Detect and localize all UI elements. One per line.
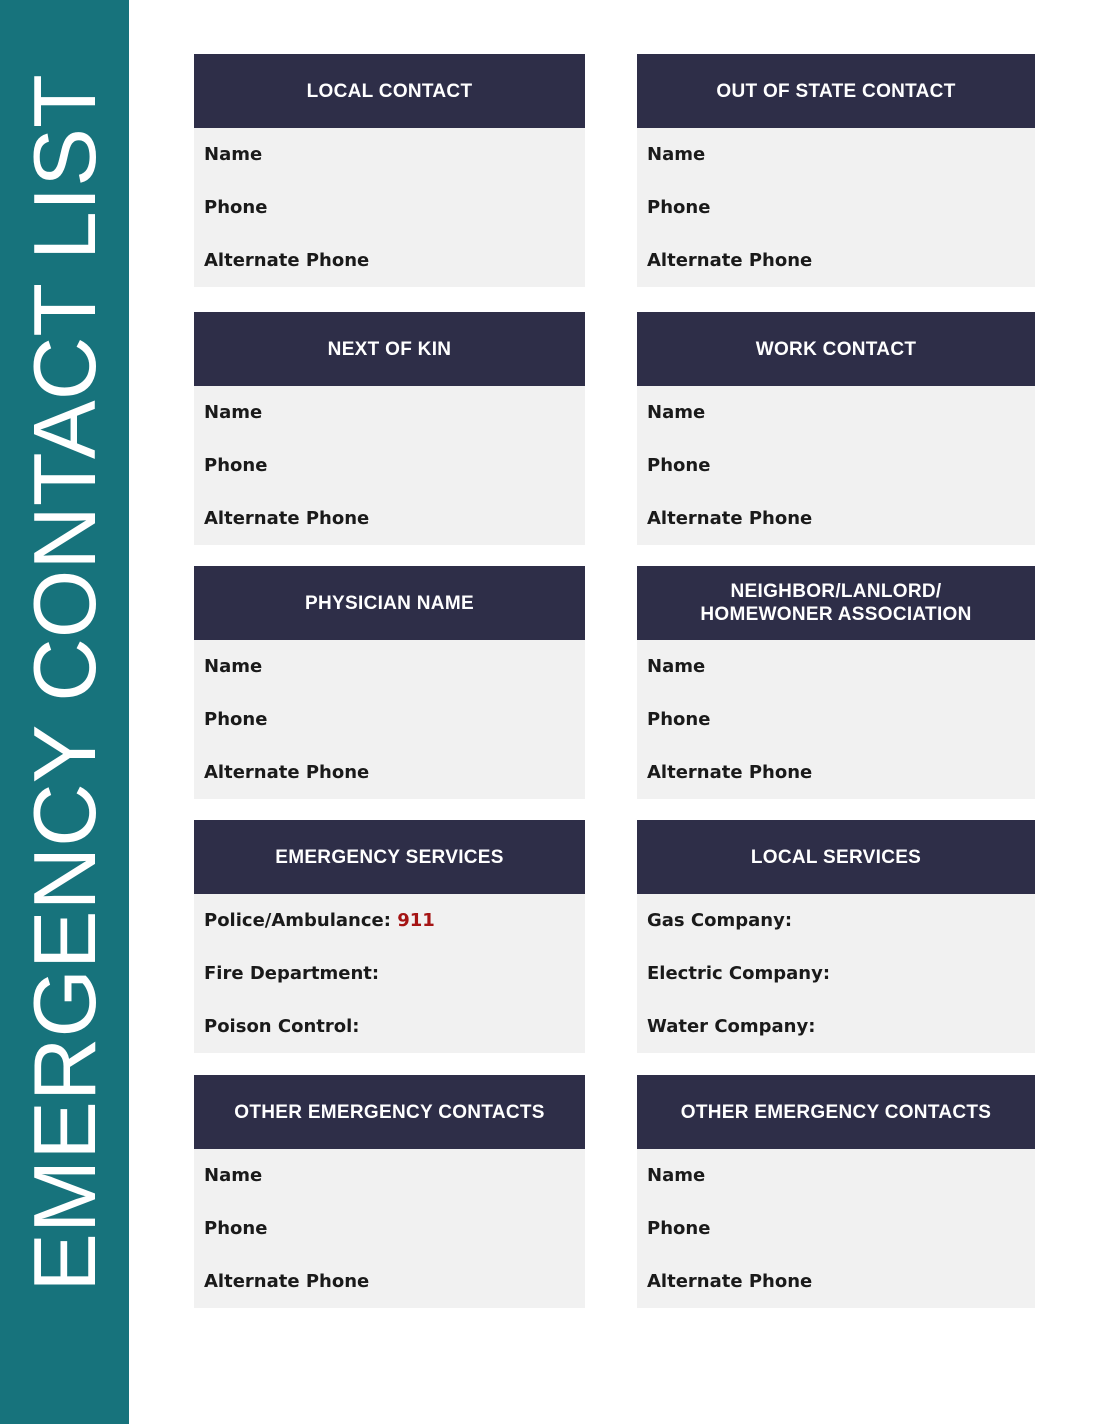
- poison-control-field[interactable]: Poison Control:: [204, 1016, 360, 1037]
- name-field[interactable]: Name: [647, 402, 706, 423]
- emergency-services-card: [194, 820, 585, 1053]
- alternate-phone-field[interactable]: Alternate Phone: [204, 250, 370, 271]
- card-header: OTHER EMERGENCY CONTACTS: [194, 1075, 585, 1149]
- card-header: NEXT OF KIN: [194, 312, 585, 386]
- other-emergency-contacts-card: [637, 1075, 1035, 1308]
- next-of-kin-card: [194, 312, 585, 545]
- card-header: [637, 566, 1035, 640]
- phone-field[interactable]: Phone: [204, 197, 268, 218]
- police-ambulance-number: 911: [397, 910, 435, 931]
- fire-department-field[interactable]: Fire Department:: [204, 963, 380, 984]
- name-field[interactable]: Name: [647, 1165, 706, 1186]
- card-header-line: HOMEWONER ASSOCIATION: [700, 604, 972, 625]
- card-header: LOCAL SERVICES: [637, 820, 1035, 894]
- card-header: WORK CONTACT: [637, 312, 1035, 386]
- alternate-phone-field[interactable]: Alternate Phone: [647, 508, 813, 529]
- page-title: EMERGENCY CONTACT LIST: [15, 74, 114, 1292]
- alternate-phone-field[interactable]: Alternate Phone: [204, 1271, 370, 1292]
- work-contact-card: [637, 312, 1035, 545]
- name-field[interactable]: Name: [647, 656, 706, 677]
- alternate-phone-field[interactable]: Alternate Phone: [647, 250, 813, 271]
- sidebar: [0, 0, 129, 1424]
- phone-field[interactable]: Phone: [647, 1218, 711, 1239]
- physician-card: [194, 566, 585, 799]
- card-header: PHYSICIAN NAME: [194, 566, 585, 640]
- neighbor-card: [637, 566, 1035, 799]
- alternate-phone-field[interactable]: Alternate Phone: [647, 762, 813, 783]
- out-of-state-contact-card: [637, 54, 1035, 287]
- card-header: EMERGENCY SERVICES: [194, 820, 585, 894]
- name-field[interactable]: Name: [647, 144, 706, 165]
- gas-company-field[interactable]: Gas Company:: [647, 910, 793, 931]
- alternate-phone-field[interactable]: Alternate Phone: [647, 1271, 813, 1292]
- local-contact-card: [194, 54, 585, 287]
- alternate-phone-field[interactable]: Alternate Phone: [204, 508, 370, 529]
- phone-field[interactable]: Phone: [647, 197, 711, 218]
- phone-field[interactable]: Phone: [647, 709, 711, 730]
- police-ambulance-field[interactable]: [194, 907, 585, 960]
- card-header: LOCAL CONTACT: [194, 54, 585, 128]
- card-header-line: NEIGHBOR/LANLORD/: [730, 581, 942, 602]
- card-header: OUT OF STATE CONTACT: [637, 54, 1035, 128]
- name-field[interactable]: Name: [204, 1165, 263, 1186]
- electric-company-field[interactable]: Electric Company:: [647, 963, 831, 984]
- card-header: OTHER EMERGENCY CONTACTS: [637, 1075, 1035, 1149]
- name-field[interactable]: Name: [204, 144, 263, 165]
- police-ambulance-label: Police/Ambulance:: [204, 910, 391, 931]
- other-emergency-contacts-card: [194, 1075, 585, 1308]
- name-field[interactable]: Name: [204, 402, 263, 423]
- alternate-phone-field[interactable]: Alternate Phone: [204, 762, 370, 783]
- water-company-field[interactable]: Water Company:: [647, 1016, 816, 1037]
- name-field[interactable]: Name: [204, 656, 263, 677]
- phone-field[interactable]: Phone: [204, 1218, 268, 1239]
- local-services-card: [637, 820, 1035, 1053]
- phone-field[interactable]: Phone: [647, 455, 711, 476]
- phone-field[interactable]: Phone: [204, 455, 268, 476]
- phone-field[interactable]: Phone: [204, 709, 268, 730]
